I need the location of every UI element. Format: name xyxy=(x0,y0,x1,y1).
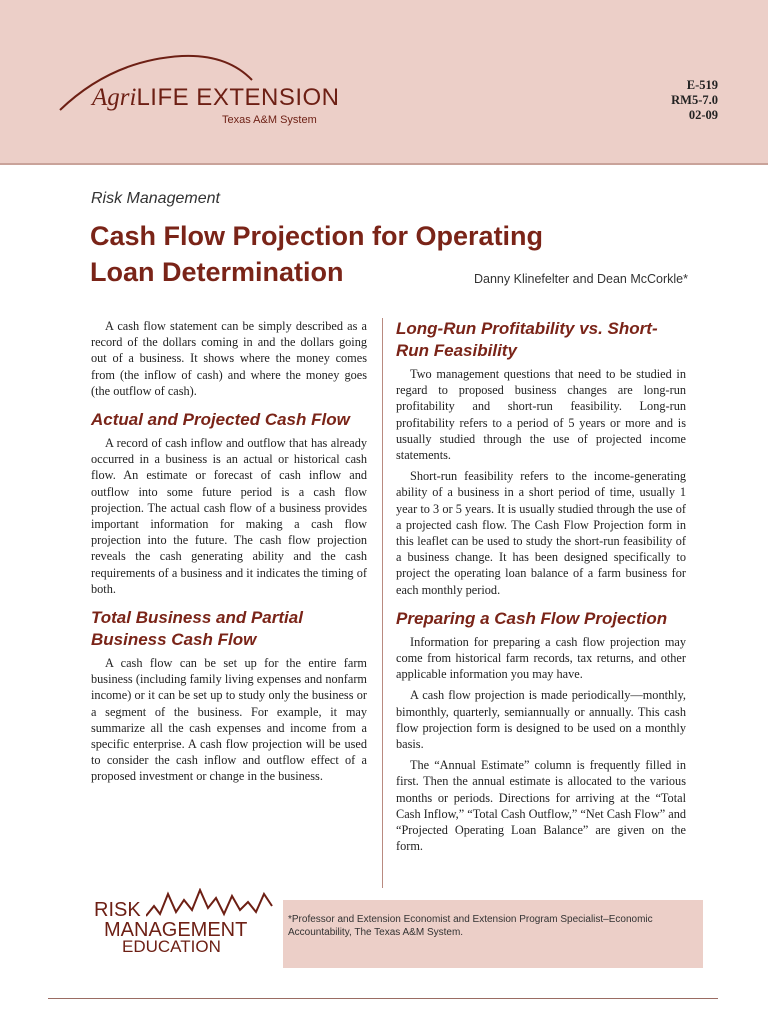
doc-code: E-519 xyxy=(686,78,718,92)
section-heading: Total Business and Partial Business Cash Flow xyxy=(91,608,303,650)
logo-life-extension: LIFE EXTENSION xyxy=(136,84,340,111)
body-paragraph: A cash flow projection is made periodically—monthly, bimonthly, quarterly, semiannually or annually. This cash flow projection form is designed to be used on a monthly basis. xyxy=(396,688,686,752)
body-paragraph: Short-run feasibility refers to the income-generating ability of a business in a short period of time, usually 1 year to 3 or 5 years. It is usually studied through the use of a projected cash flow. The Cash Flow Projection form in this leaflet can be used to study the short-run feasibility of a business change. It has been designed specifically to project the operating loan balance of a farm business for each monthly period. xyxy=(396,469,686,597)
section-heading: Long-Run Profitability vs. Short-Run Feasibility xyxy=(396,319,658,360)
rme-line-education: EDUCATION xyxy=(122,937,221,956)
section-heading: Preparing a Cash Flow Projection xyxy=(396,608,668,628)
body-paragraph: A cash flow can be set up for the entire farm business (including family living expenses and nonfarm income) or it can be set up to study only the business or a segment of the business. For example, it may summarize all the cash expenses and income from a specific enterprise. A cash flow projection will be used to consider the cash inflow and outflow effect of a proposed investment or change in the business. xyxy=(91,656,367,784)
body-paragraph: The “Annual Estimate” column is frequently filled in first. Then the annual estimate is allocated to the various months or periods. Directions for arriving at the “Total Cash Inflow,” “Total Cash Outflow,” “Net Cash Flow” and “Projected Operating Loan Balance” are given on the form. xyxy=(396,758,686,854)
section-heading: Actual and Projected Cash Flow xyxy=(91,410,350,430)
intro-paragraph: A cash flow statement can be simply described as a record of the dollars coming in and the dollars going out of a business. It shows where the money comes from (the inflow of cash) and where the money goes (the outflow of cash). xyxy=(91,319,367,398)
series-label: Risk Management xyxy=(91,190,220,207)
document-codes xyxy=(671,78,718,123)
logo-agri: Agri xyxy=(92,84,137,111)
rme-line-risk: RISK xyxy=(94,899,141,921)
logo-subtitle: Texas A&M System xyxy=(222,114,317,126)
header-divider xyxy=(0,163,768,165)
authors: Danny Klinefelter and Dean McCorkle* xyxy=(474,272,688,286)
body-paragraph: A record of cash inflow and outflow that has already occurred in a business is an actual or historical cash flow. An estimate or forecast of cash inflow and outflow into some future period is a cash flow projection. The actual cash flow of a business provides important information for making a cash flow projection into the future. The cash flow projection reveals the cash generating ability and the cash requirements of a business and it indicates the timing of both. xyxy=(91,436,367,596)
right-column xyxy=(396,318,686,859)
title-line: Loan Determination xyxy=(90,257,344,287)
doc-code: 02-09 xyxy=(688,108,718,122)
title-line: Cash Flow Projection for Operating xyxy=(90,221,544,251)
footnote: *Professor and Extension Economist and Extension Program Specialist–Economic Accountability, The Texas A&M System. xyxy=(288,914,653,938)
doc-code: RM5-7.0 xyxy=(671,93,718,107)
rme-line-management: MANAGEMENT xyxy=(104,919,248,941)
body-paragraph: Information for preparing a cash flow projection may come from historical farm records, tax returns, and other applicable information you may have. xyxy=(396,634,686,682)
logo-wordmark xyxy=(92,84,340,112)
risk-management-education-logo xyxy=(94,888,274,954)
left-column xyxy=(91,318,367,790)
body-paragraph: Two management questions that need to be studied in regard to proposed business changes are long-run profitability and short-run feasibility. Long-run profitability refers to a period of 5 years or more and is usually studied through the use of projected income statements. xyxy=(396,367,686,463)
column-divider xyxy=(382,318,383,888)
bottom-divider xyxy=(48,998,718,999)
agrilife-logo xyxy=(52,50,352,140)
zigzag-line-icon xyxy=(146,888,274,922)
